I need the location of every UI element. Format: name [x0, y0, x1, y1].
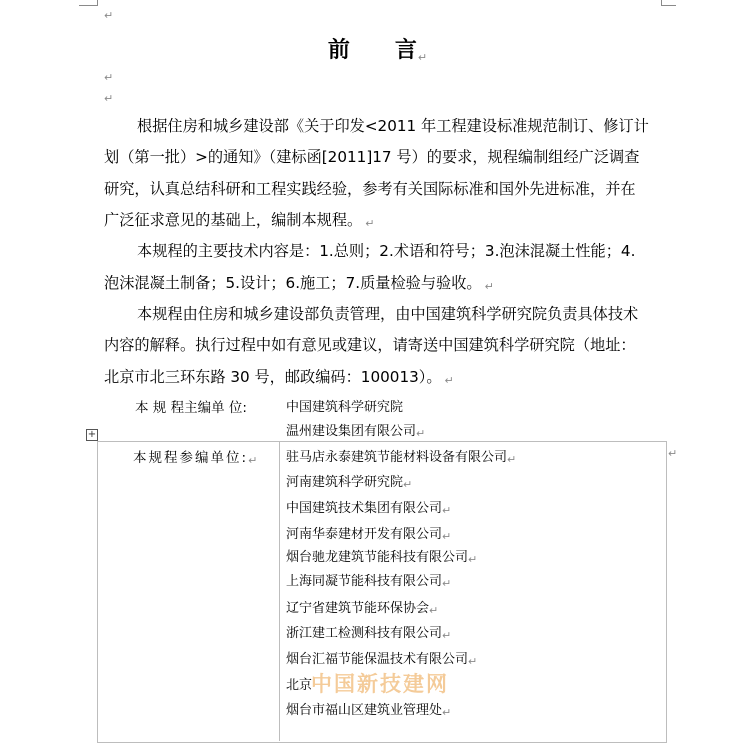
participating-unit-item: 烟台市福山区建筑业管理处↵ — [286, 703, 452, 719]
page-corner-mark-right — [661, 0, 676, 6]
paragraph-mark: ↵ — [417, 51, 429, 64]
participating-unit-item: 驻马店永泰建筑节能材料设备有限公司↵ — [286, 450, 517, 466]
chief-unit-item: 温州建设集团有限公司↵ — [286, 424, 426, 440]
paragraph-line: 广泛征求意见的基础上，编制本规程。 ↵ — [104, 211, 375, 230]
paragraph-line: 泡沫混凝土制备；5.设计；6.施工；7.质量检验与验收。 ↵ — [104, 274, 494, 293]
paragraph-line: 内容的解释。执行过程中如有意见或建议，请寄送中国建筑科学研究院（地址： — [104, 336, 636, 354]
paragraph-line: 北京市北三环东路 30 号，邮政编码：100013）。 ↵ — [104, 368, 454, 387]
paragraph-mark: ↵ — [104, 92, 114, 105]
participating-units-label: 本规程参编单位:↵ — [133, 450, 258, 467]
participating-unit-item: 中国建筑技术集团有限公司↵ — [286, 501, 452, 517]
table-move-handle-icon[interactable]: + — [87, 429, 97, 440]
participating-unit-item: 烟台汇福节能保温技术有限公司↵ — [286, 652, 478, 668]
paragraph-mark: ↵ — [104, 9, 114, 22]
paragraph-line: 根据住房和城乡建设部《关于印发<2011 年工程建设标准规范制订、修订计 — [137, 117, 649, 135]
participating-unit-item: 浙江建工检测科技有限公司↵ — [286, 626, 452, 642]
participating-unit-item: 北京 — [286, 678, 313, 693]
table-column-divider — [279, 441, 280, 741]
participating-unit-item: 烟台驰龙建筑节能科技有限公司↵ — [286, 550, 478, 566]
title-char-right: 言 — [394, 37, 418, 63]
page-corner-mark-left — [79, 0, 98, 6]
participating-unit-item: 辽宁省建筑节能环保协会↵ — [286, 601, 439, 617]
participating-unit-item: 上海同凝节能科技有限公司↵ — [286, 574, 452, 590]
row-end-mark: ↵ — [668, 447, 678, 460]
site-watermark: 中国新技建网 — [311, 672, 449, 696]
paragraph-mark: ↵ — [104, 71, 114, 84]
chief-units-label: 本 规 程主编单 位: — [135, 400, 247, 416]
page-title — [0, 33, 756, 64]
paragraph-line: 研究，认真总结科研和工程实践经验，参考有关国际标准和国外先进标准，并在 — [104, 180, 636, 198]
participating-unit-item: 河南建筑科学研究院↵ — [286, 475, 413, 491]
chief-unit-item: 中国建筑科学研究院 — [286, 400, 404, 415]
title-char-left: 前 — [327, 37, 351, 63]
participating-unit-item: 河南华泰建材开发有限公司↵ — [286, 527, 452, 543]
paragraph-line: 划（第一批）>的通知》（建标函[2011]17 号）的要求，规程编制组经广泛调查 — [104, 148, 640, 166]
paragraph-line: 本规程由住房和城乡建设部负责管理，由中国建筑科学研究院负责具体技术 — [137, 305, 639, 323]
paragraph-line: 本规程的主要技术内容是：1.总则；2.术语和符号；3.泡沫混凝土性能；4. — [137, 242, 636, 260]
